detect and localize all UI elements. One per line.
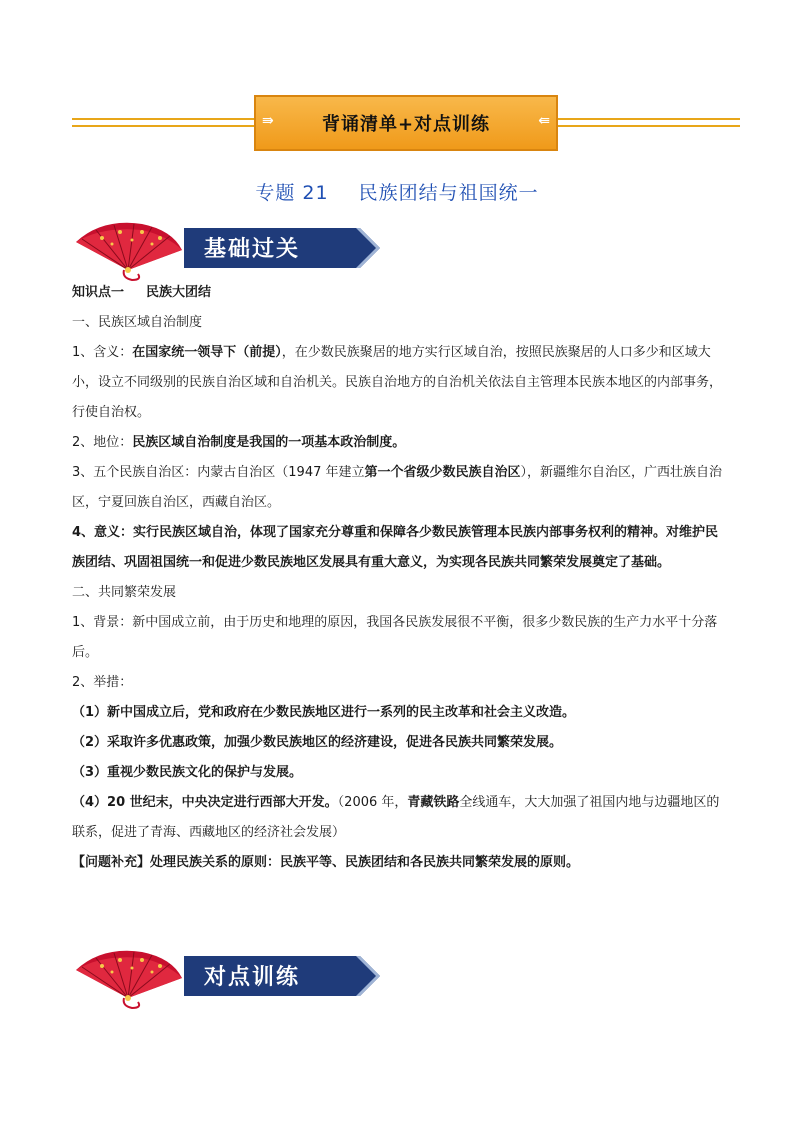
paragraph-background: 1、背景：新中国成立前，由于历史和地理的原因，我国各民族发展很不平衡，很多少数民族的生产力水平十分落后。 [72,615,718,660]
knowledge-point-title [72,278,728,308]
paragraph-significance: 4、意义：实行民族区域自治，体现了国家充分尊重和保障各少数民族管理本民族内部事务权利的精神。对维护民族团结、巩固祖国统一和促进少数民族地区发展具有重大意义，为实现各民族共同繁荣发展奠定了基础。 [72,525,719,570]
topic-title [0,178,794,205]
paragraph-measures: 2、举措： [72,675,133,690]
topic-number: 专题 21 [255,182,329,204]
paragraph-meaning: 1、含义：在国家统一领导下（前提），在少数民族聚居的地方实行区域自治，按照民族聚居的人口多少和区域大小，设立不同级别的民族自治区域和自治机关。民族自治地方的自治机关依法自主管理本民族本地区的内部事务，行使自治权。 [72,345,723,420]
supplement: 【问题补充】处理民族关系的原则：民族平等、民族团结和各民族共同繁荣发展的原则。 [72,855,580,870]
banner-title: 背诵清单+对点训练 [321,114,491,135]
kp-name: 民族大团结 [146,285,212,300]
measure-item: （4）20 世纪末，中央决定进行西部大开发。（2006 年，青藏铁路全线通车，大大加强了祖国内地与边疆地区的联系，促进了青海、西藏地区的经济社会发展） [72,795,720,840]
heading-autonomy: 一、民族区域自治制度 [72,315,203,330]
double-chevron-icon: ⇛ [262,113,274,129]
folding-fan-icon [72,948,184,1010]
measure-item: （3）重视少数民族文化的保护与发展。 [72,765,303,780]
paragraph-status: 2、地位：民族区域自治制度是我国的一项基本政治制度。 [72,435,406,450]
paragraph-regions: 3、五个民族自治区：内蒙古自治区（1947 年建立第一个省级少数民族自治区），新疆维尔自治区，广西壮族自治区，宁夏回族自治区，西藏自治区。 [72,465,723,510]
section-title: 基础过关 [204,236,301,262]
measure-item: （1）新中国成立后，党和政府在少数民族地区进行一系列的民主改革和社会主义改造。 [72,705,576,720]
topic-name: 民族团结与祖国统一 [358,182,539,204]
document-body [72,278,728,878]
banner [254,95,558,151]
section-title: 对点训练 [204,964,301,990]
folding-fan-icon [72,220,184,282]
section-header-practice [72,948,392,1014]
kp-index: 知识点一 [72,285,125,300]
measure-item: （2）采取许多优惠政策，加强少数民族地区的经济建设，促进各民族共同繁荣发展。 [72,735,563,750]
section-header-basics [72,220,392,286]
double-chevron-icon: ⇚ [538,113,550,129]
heading-prosperity: 二、共同繁荣发展 [72,585,177,600]
